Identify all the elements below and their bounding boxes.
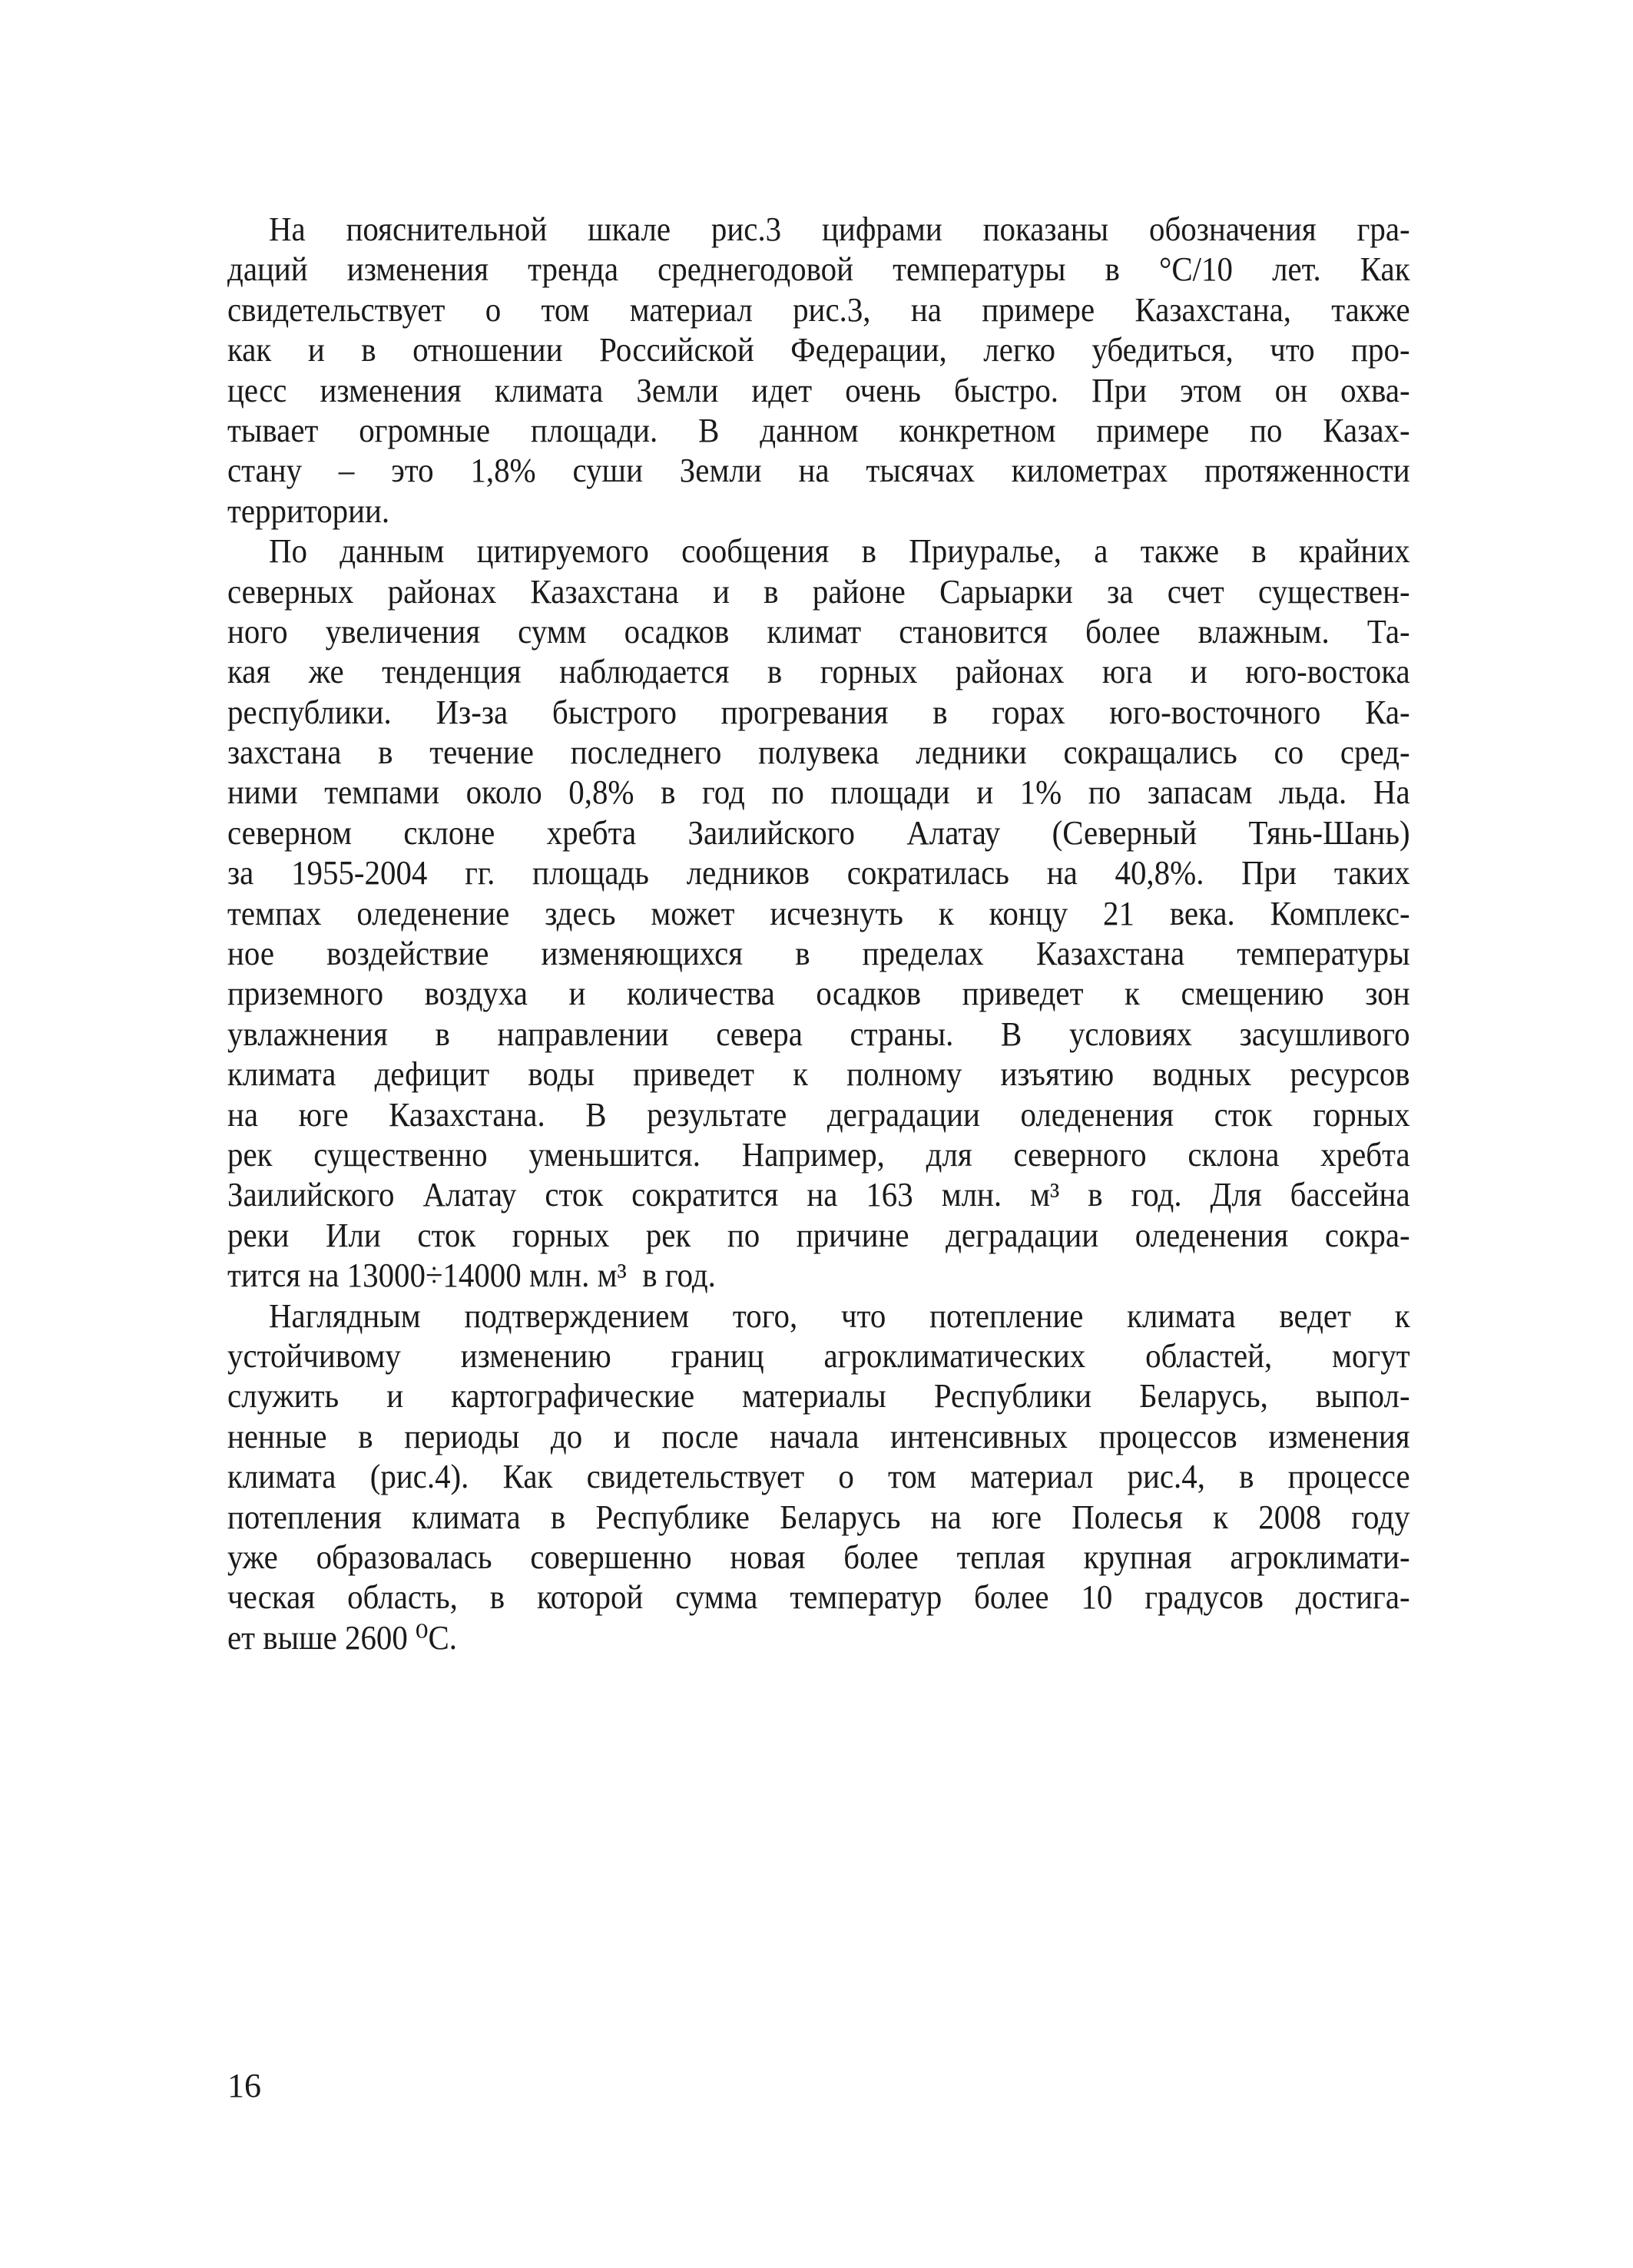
text-line: территории. <box>227 492 390 530</box>
text-line: ного увеличения сумм осадков климат становится более влажным. Та- <box>227 612 1410 651</box>
text-line: потепления климата в Республике Беларусь на юге Полесья к 2008 году <box>227 1498 1410 1536</box>
text-line: за 1955-2004 гг. площадь ледников сократилась на 40,8%. При таких <box>227 854 1410 892</box>
text-line: даций изменения тренда среднегодовой температуры в °С/10 лет. Как <box>227 250 1410 289</box>
text-line: северном склоне хребта Заилийского Алатау (Северный Тянь-Шань) <box>227 813 1410 852</box>
text-line: ненные в периоды до и после начала интенсивных процессов изменения <box>227 1417 1410 1455</box>
text-line: ними темпами около 0,8% в год по площади и 1% по запасам льда. На <box>227 773 1410 812</box>
text-line: ческая область, в которой сумма температур более 10 градусов достига- <box>227 1578 1410 1617</box>
text-line: По данным цитируемого сообщения в Приуралье, а также в крайних <box>268 532 1410 571</box>
text-line: служить и картографические материалы Республики Беларусь, выпол- <box>227 1377 1410 1415</box>
text-line: уже образовалась совершенно новая более теплая крупная агроклимати- <box>227 1538 1410 1576</box>
text-line: на юге Казахстана. В результате деградации оледенения сток горных <box>227 1095 1410 1134</box>
text-line: тится на 13000÷14000 млн. м³ в год. <box>227 1257 716 1295</box>
text-line: рек существенно уменьшится. Например, для северного склона хребта <box>227 1135 1410 1174</box>
text-line: кая же тенденция наблюдается в горных районах юга и юго-востока <box>227 653 1410 691</box>
page-number: 16 <box>227 2067 261 2104</box>
text-line: увлажнения в направлении севера страны. В условиях засушливого <box>227 1015 1410 1053</box>
text-line: климата (рис.4). Как свидетельствует о том материал рис.4, в процессе <box>227 1458 1410 1496</box>
text-line: ет выше 2600 ⁰С. <box>227 1618 457 1657</box>
text-line: цесс изменения климата Земли идет очень быстро. При этом он охва- <box>227 371 1410 409</box>
text-line: Наглядным подтверждением того, что потепление климата ведет к <box>268 1296 1410 1335</box>
text-line: приземного воздуха и количества осадков приведет к смещению зон <box>227 975 1410 1013</box>
text-line: ное воздействие изменяющихся в пределах Казахстана температуры <box>227 935 1410 973</box>
text-line: республики. Из-за быстрого прогревания в горах юго-восточного Ка- <box>227 693 1410 731</box>
text-line: темпах оледенение здесь может исчезнуть к концу 21 века. Комплекс- <box>227 894 1410 932</box>
text-line: климата дефицит воды приведет к полному изъятию водных ресурсов <box>227 1055 1410 1094</box>
text-line: как и в отношении Российской Федерации, легко убедиться, что про- <box>227 331 1410 369</box>
paragraph <box>227 531 1410 1296</box>
paragraph <box>227 210 1410 531</box>
text-line: северных районах Казахстана и в районе Сарыарки за счет существен- <box>227 572 1410 611</box>
text-line: реки Или сток горных рек по причине деградации оледенения сокра- <box>227 1216 1410 1254</box>
document-body <box>227 210 1410 1658</box>
text-line: устойчивому изменению границ агроклиматических областей, могут <box>227 1336 1410 1375</box>
text-line: стану – это 1,8% суши Земли на тысячах километрах протяженности <box>227 452 1410 490</box>
text-line: На пояснительной шкале рис.3 цифрами показаны обозначения гра- <box>268 210 1410 248</box>
text-line: тывает огромные площади. В данном конкретном примере по Казах- <box>227 411 1410 449</box>
text-line: свидетельствует о том материал рис.3, на примере Казахстана, также <box>227 290 1410 329</box>
text-line: захстана в течение последнего полувека ледники сокращались со сред- <box>227 733 1410 772</box>
text-line: Заилийского Алатау сток сократится на 163 млн. м³ в год. Для бассейна <box>227 1176 1410 1214</box>
paragraph <box>227 1296 1410 1659</box>
